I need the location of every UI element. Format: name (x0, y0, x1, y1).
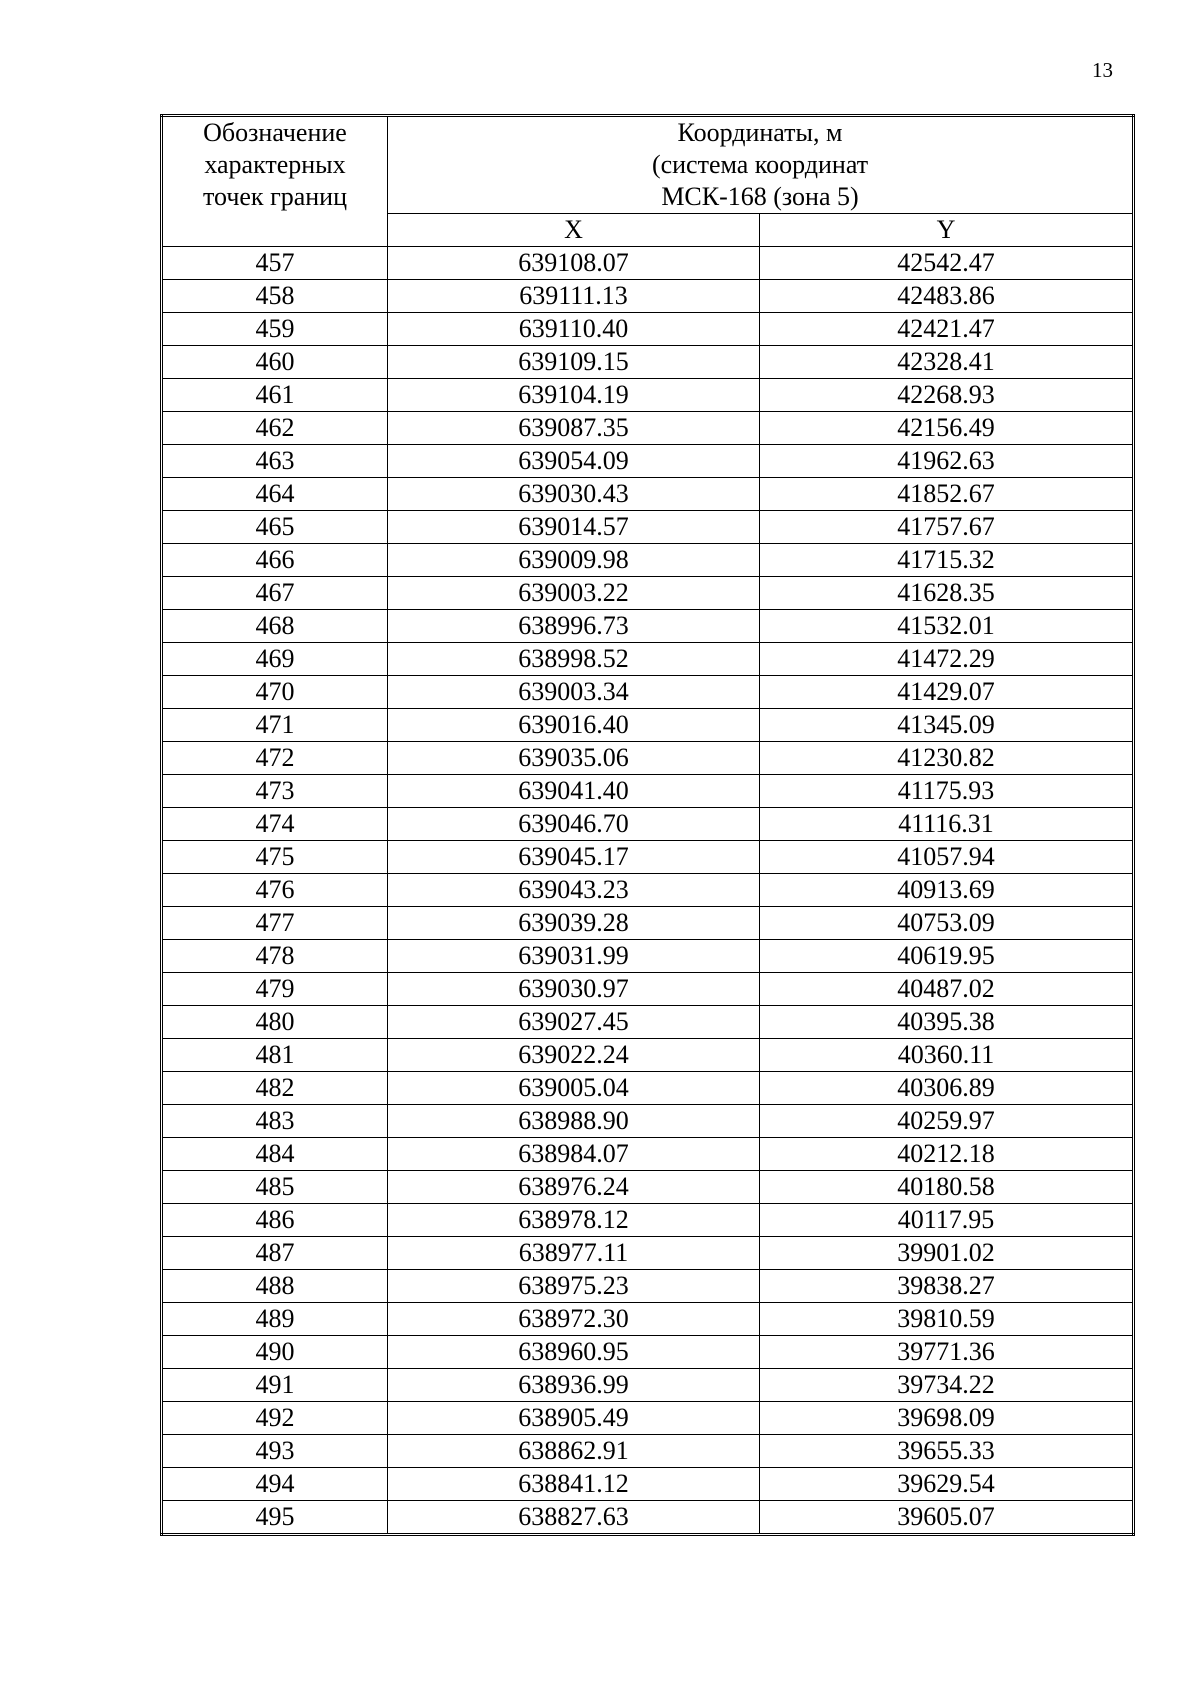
y-coordinate-cell: 41852.67 (760, 478, 1134, 511)
point-id-cell: 487 (162, 1237, 388, 1270)
x-column-header: X (388, 214, 760, 247)
table-row (162, 1237, 1134, 1270)
page-number: 13 (1092, 58, 1113, 82)
point-id-cell: 495 (162, 1501, 388, 1535)
point-id-cell: 472 (162, 742, 388, 775)
table-row (162, 412, 1134, 445)
table-row (162, 610, 1134, 643)
y-coordinate-cell: 40753.09 (760, 907, 1134, 940)
table-row (162, 1402, 1134, 1435)
table-row (162, 247, 1134, 280)
point-id-cell: 463 (162, 445, 388, 478)
point-id-cell: 460 (162, 346, 388, 379)
table-row (162, 1072, 1134, 1105)
y-coordinate-cell: 39771.36 (760, 1336, 1134, 1369)
x-coordinate-cell: 639104.19 (388, 379, 760, 412)
x-coordinate-cell: 638978.12 (388, 1204, 760, 1237)
table-row (162, 808, 1134, 841)
table-row (162, 1171, 1134, 1204)
x-coordinate-cell: 639003.22 (388, 577, 760, 610)
point-id-cell: 483 (162, 1105, 388, 1138)
table-row (162, 709, 1134, 742)
point-id-cell: 461 (162, 379, 388, 412)
point-id-cell: 478 (162, 940, 388, 973)
x-coordinate-cell: 639110.40 (388, 313, 760, 346)
coordinates-header-line-2: (система координат (651, 150, 869, 179)
y-coordinate-cell: 41116.31 (760, 808, 1134, 841)
coordinates-header (388, 116, 1134, 214)
y-coordinate-cell: 40259.97 (760, 1105, 1134, 1138)
table-row (162, 1138, 1134, 1171)
coordinates-header-line-3: МСК-168 (зона 5) (661, 182, 859, 211)
y-coordinate-cell: 41429.07 (760, 676, 1134, 709)
x-coordinate-cell: 639087.35 (388, 412, 760, 445)
point-id-cell: 488 (162, 1270, 388, 1303)
point-id-cell: 473 (162, 775, 388, 808)
point-id-cell: 481 (162, 1039, 388, 1072)
y-coordinate-cell: 41230.82 (760, 742, 1134, 775)
x-coordinate-cell: 639045.17 (388, 841, 760, 874)
y-coordinate-cell: 42542.47 (760, 247, 1134, 280)
table-row (162, 577, 1134, 610)
point-label-header-line-2: характерных (204, 150, 346, 179)
x-coordinate-cell: 639030.97 (388, 973, 760, 1006)
point-id-cell: 468 (162, 610, 388, 643)
point-id-cell: 480 (162, 1006, 388, 1039)
table-row (162, 445, 1134, 478)
y-coordinate-cell: 40619.95 (760, 940, 1134, 973)
x-coordinate-cell: 638960.95 (388, 1336, 760, 1369)
y-coordinate-cell: 41345.09 (760, 709, 1134, 742)
x-coordinate-cell: 639041.40 (388, 775, 760, 808)
x-coordinate-cell: 639003.34 (388, 676, 760, 709)
coordinates-table (160, 114, 1135, 1536)
x-coordinate-cell: 639054.09 (388, 445, 760, 478)
y-coordinate-cell: 40117.95 (760, 1204, 1134, 1237)
x-coordinate-cell: 639027.45 (388, 1006, 760, 1039)
point-id-cell: 459 (162, 313, 388, 346)
y-coordinate-cell: 39655.33 (760, 1435, 1134, 1468)
y-coordinate-cell: 40913.69 (760, 874, 1134, 907)
y-coordinate-cell: 41757.67 (760, 511, 1134, 544)
y-coordinate-cell: 41057.94 (760, 841, 1134, 874)
table-row (162, 973, 1134, 1006)
x-coordinate-cell: 639016.40 (388, 709, 760, 742)
x-coordinate-cell: 638905.49 (388, 1402, 760, 1435)
point-id-cell: 469 (162, 643, 388, 676)
table-row (162, 940, 1134, 973)
table-row (162, 1369, 1134, 1402)
table-row (162, 478, 1134, 511)
y-coordinate-cell: 41472.29 (760, 643, 1134, 676)
table-row (162, 280, 1134, 313)
x-coordinate-cell: 638976.24 (388, 1171, 760, 1204)
table-row (162, 1204, 1134, 1237)
point-id-cell: 475 (162, 841, 388, 874)
y-coordinate-cell: 40212.18 (760, 1138, 1134, 1171)
y-coordinate-cell: 39605.07 (760, 1501, 1134, 1535)
table-row (162, 1006, 1134, 1039)
table-row (162, 1039, 1134, 1072)
point-label-header-line-3: точек границ (202, 182, 348, 211)
point-id-cell: 479 (162, 973, 388, 1006)
y-coordinate-cell: 42328.41 (760, 346, 1134, 379)
y-coordinate-cell: 41962.63 (760, 445, 1134, 478)
table-row (162, 544, 1134, 577)
point-id-cell: 492 (162, 1402, 388, 1435)
x-coordinate-cell: 639109.15 (388, 346, 760, 379)
x-coordinate-cell: 639043.23 (388, 874, 760, 907)
y-coordinate-cell: 40180.58 (760, 1171, 1134, 1204)
x-coordinate-cell: 639039.28 (388, 907, 760, 940)
table-header (162, 116, 1134, 247)
point-id-cell: 477 (162, 907, 388, 940)
point-id-cell: 466 (162, 544, 388, 577)
y-coordinate-cell: 42268.93 (760, 379, 1134, 412)
point-id-cell: 493 (162, 1435, 388, 1468)
table-row (162, 907, 1134, 940)
x-coordinate-cell: 638984.07 (388, 1138, 760, 1171)
x-coordinate-cell: 638827.63 (388, 1501, 760, 1535)
x-coordinate-cell: 639014.57 (388, 511, 760, 544)
y-coordinate-cell: 39698.09 (760, 1402, 1134, 1435)
point-id-cell: 467 (162, 577, 388, 610)
point-id-cell: 464 (162, 478, 388, 511)
x-coordinate-cell: 639035.06 (388, 742, 760, 775)
x-coordinate-cell: 639009.98 (388, 544, 760, 577)
table-row (162, 1105, 1134, 1138)
table-row (162, 874, 1134, 907)
point-id-cell: 462 (162, 412, 388, 445)
x-coordinate-cell: 639030.43 (388, 478, 760, 511)
table-row (162, 775, 1134, 808)
table-row (162, 313, 1134, 346)
y-coordinate-cell: 40306.89 (760, 1072, 1134, 1105)
y-coordinate-cell: 42483.86 (760, 280, 1134, 313)
x-coordinate-cell: 639005.04 (388, 1072, 760, 1105)
point-id-cell: 471 (162, 709, 388, 742)
point-id-cell: 465 (162, 511, 388, 544)
table-body (162, 247, 1134, 1535)
y-coordinate-cell: 40487.02 (760, 973, 1134, 1006)
point-id-cell: 491 (162, 1369, 388, 1402)
x-coordinate-cell: 639046.70 (388, 808, 760, 841)
x-coordinate-cell: 639022.24 (388, 1039, 760, 1072)
x-coordinate-cell: 639108.07 (388, 247, 760, 280)
point-id-cell: 494 (162, 1468, 388, 1501)
y-coordinate-cell: 41175.93 (760, 775, 1134, 808)
y-coordinate-cell: 39629.54 (760, 1468, 1134, 1501)
point-id-cell: 489 (162, 1303, 388, 1336)
x-coordinate-cell: 639111.13 (388, 280, 760, 313)
x-coordinate-cell: 639031.99 (388, 940, 760, 973)
table-row (162, 379, 1134, 412)
y-coordinate-cell: 39810.59 (760, 1303, 1134, 1336)
point-label-header (162, 116, 388, 247)
point-label-header-line-1: Обозначение (203, 118, 347, 147)
y-coordinate-cell: 39838.27 (760, 1270, 1134, 1303)
x-coordinate-cell: 638977.11 (388, 1237, 760, 1270)
point-id-cell: 484 (162, 1138, 388, 1171)
y-coordinate-cell: 41532.01 (760, 610, 1134, 643)
y-coordinate-cell: 42156.49 (760, 412, 1134, 445)
table-row (162, 1435, 1134, 1468)
y-column-header: Y (760, 214, 1134, 247)
x-coordinate-cell: 638996.73 (388, 610, 760, 643)
y-coordinate-cell: 41628.35 (760, 577, 1134, 610)
table-row (162, 742, 1134, 775)
y-coordinate-cell: 39901.02 (760, 1237, 1134, 1270)
y-coordinate-cell: 41715.32 (760, 544, 1134, 577)
x-coordinate-cell: 638988.90 (388, 1105, 760, 1138)
point-id-cell: 470 (162, 676, 388, 709)
x-coordinate-cell: 638975.23 (388, 1270, 760, 1303)
y-coordinate-cell: 40360.11 (760, 1039, 1134, 1072)
point-id-cell: 486 (162, 1204, 388, 1237)
x-coordinate-cell: 638972.30 (388, 1303, 760, 1336)
point-id-cell: 482 (162, 1072, 388, 1105)
table-row (162, 511, 1134, 544)
point-id-cell: 476 (162, 874, 388, 907)
point-id-cell: 485 (162, 1171, 388, 1204)
y-coordinate-cell: 39734.22 (760, 1369, 1134, 1402)
table-row (162, 1501, 1134, 1535)
point-id-cell: 458 (162, 280, 388, 313)
table-row (162, 346, 1134, 379)
table-row (162, 1468, 1134, 1501)
point-id-cell: 474 (162, 808, 388, 841)
table-row (162, 841, 1134, 874)
table-row (162, 643, 1134, 676)
x-coordinate-cell: 638862.91 (388, 1435, 760, 1468)
y-coordinate-cell: 40395.38 (760, 1006, 1134, 1039)
point-id-cell: 457 (162, 247, 388, 280)
table-row (162, 1336, 1134, 1369)
point-id-cell: 490 (162, 1336, 388, 1369)
x-coordinate-cell: 638998.52 (388, 643, 760, 676)
table-row (162, 676, 1134, 709)
y-coordinate-cell: 42421.47 (760, 313, 1134, 346)
table-row (162, 1270, 1134, 1303)
coordinates-header-line-1: Координаты, м (677, 118, 843, 147)
x-coordinate-cell: 638841.12 (388, 1468, 760, 1501)
x-coordinate-cell: 638936.99 (388, 1369, 760, 1402)
table-row (162, 1303, 1134, 1336)
